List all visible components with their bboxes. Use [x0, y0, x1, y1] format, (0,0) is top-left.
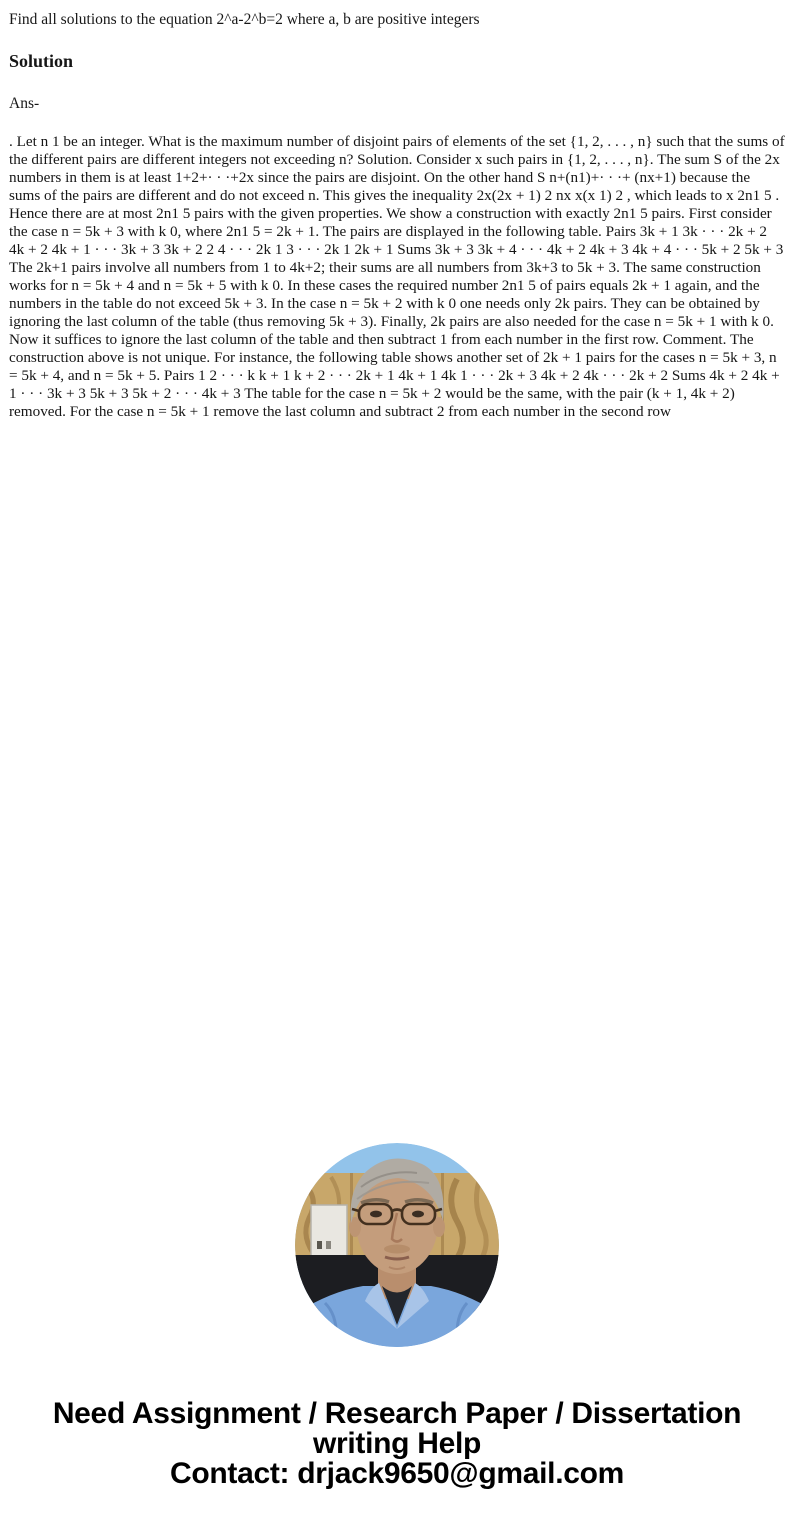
- answer-body-text: . Let n 1 be an integer. What is the maximum number of disjoint pairs of elements of the set {1, 2, . . . , n} such that the sums of the different pairs are different integers not exceeding n? Solution. Consider x such pairs in {1, 2, . . . , n}. The sum S of the 2x numbers in them is at least 1+2+· · ·+2x since the pairs are disjoint. On the other hand S n+(n1)+· · ·+ (nx+1) because the sums of the pairs are different and do not exceed n. This gives the inequality 2x(2x + 1) 2 nx x(x 1) 2 , which leads to x 2n1 5 . Hence there are at most 2n1 5 pairs with the given properties. We show a construction with exactly 2n1 5 pairs. First consider the case n = 5k + 3 with k 0, where 2n1 5 = 2k + 1. The pairs are displayed in the following table. Pairs 3k + 1 3k · · · 2k + 2 4k + 2 4k + 1 · · · 3k + 3 3k + 2 2 4 · · · 2k 1 3 · · · 2k 1 2k + 1 Sums 3k + 3 3k + 4 · · · 4k + 2 4k + 3 4k + 4 · · · 5k + 2 5k + 3 The 2k+1 pairs involve all numbers from 1 to 4k+2; their sums are all numbers from 3k+3 to 5k + 3. The same construction works for n = 5k + 4 and n = 5k + 5 with k 0. In these cases the required number 2n1 5 of pairs equals 2k + 1 again, and the numbers in the table do not exceed 5k + 3. In the case n = 5k + 2 with k 0 one needs only 2k pairs. They can be obtained by ignoring the last column of the table (thus removing 5k + 3). Finally, 2k pairs are also needed for the case n = 5k + 1 with k 0. Now it suffices to ignore the last column of the table and then subtract 1 from each number in the first row. Comment. The construction above is not unique. For instance, the following table shows another set of 2k + 1 pairs for the cases n = 5k + 3, n = 5k + 4, and n = 5k + 5. Pairs 1 2 · · · k k + 1 k + 2 · · · 2k + 1 4k + 1 4k 1 · · · 2k + 3 4k + 2 4k · · · 2k + 2 Sums 4k + 2 4k + 1 · · · 3k + 3 5k + 3 5k + 2 · · · 4k + 3 The table for the case n = 5k + 2 would be the same, with the pair (k + 1, 4k + 2) removed. For the case n = 5k + 1 remove the last column and subtract 2 from each number in the second row: [9, 133, 785, 420]
- footer-contact-email: Contact: drjack9650@gmail.com: [169, 1457, 625, 1490]
- question-text: Find all solutions to the equation 2^a-2^b=2 where a, b are positive integers: [9, 11, 480, 28]
- tutor-avatar: [295, 1143, 499, 1347]
- footer-help-text: Need Assignment / Research Paper / Dissertation writing Help: [52, 1397, 742, 1460]
- avatar-section: [9, 1143, 785, 1347]
- answer-label: Ans-: [9, 95, 40, 112]
- footer-promo: [9, 1399, 785, 1489]
- solution-heading: Solution: [9, 51, 74, 71]
